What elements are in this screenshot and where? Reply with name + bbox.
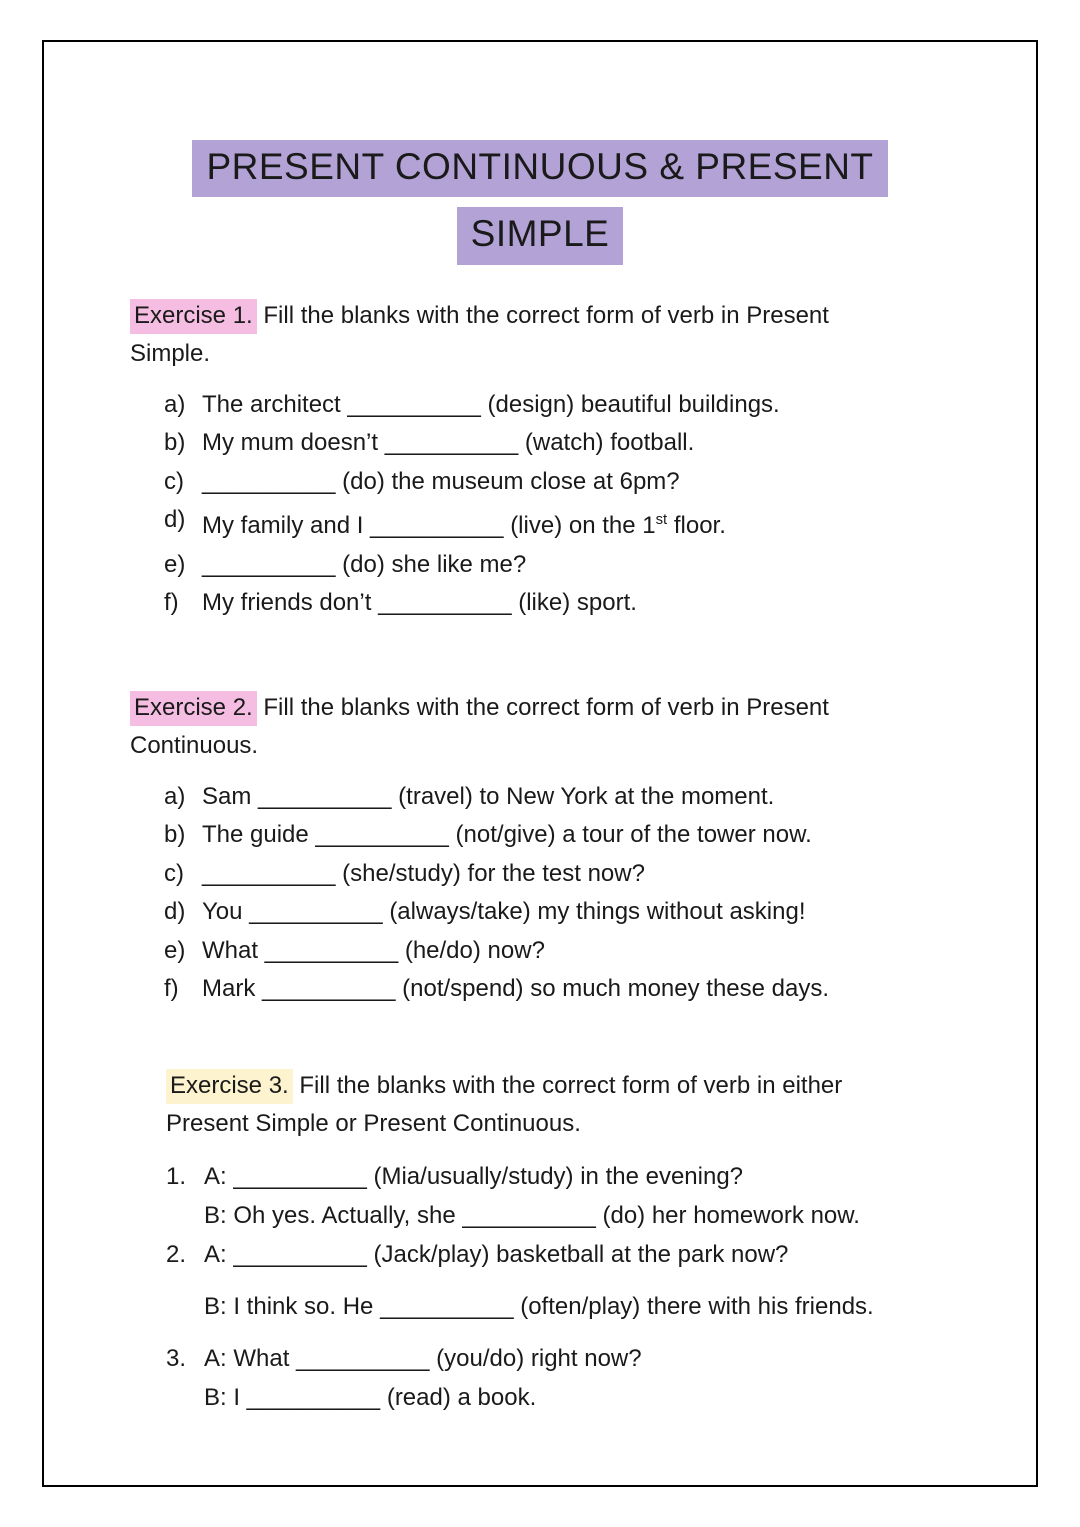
exercise-item <box>164 778 1000 817</box>
dialog-line-b: B: Oh yes. Actually, she __________ (do) her homework now. <box>204 1201 860 1229</box>
exercise-3-instruction-line1: Fill the blanks with the correct form of verb in either <box>299 1071 843 1099</box>
item-text <box>202 501 726 546</box>
item-marker: 3. <box>166 1344 187 1372</box>
exercise-3 <box>166 1067 1000 1417</box>
title-line-2-wrap <box>44 207 1036 264</box>
exercise-3-heading <box>166 1067 1000 1143</box>
dialog-line-a: A: __________ (Jack/play) basketball at the park now? <box>204 1240 789 1268</box>
item-text: __________ (do) she like me? <box>202 550 527 578</box>
item-marker: a) <box>164 390 186 418</box>
exercise-item <box>164 584 1000 623</box>
exercise-1-heading <box>130 297 990 373</box>
exercise-item <box>164 855 1000 894</box>
item-text: You __________ (always/take) my things without asking! <box>202 898 806 925</box>
exercise-2-instruction-line2: Continuous. <box>130 731 259 759</box>
item-marker: d) <box>164 898 186 925</box>
item-text: The architect __________ (design) beautiful buildings. <box>202 390 780 418</box>
exercise-3-instruction-line2: Present Simple or Present Continuous. <box>166 1109 581 1137</box>
exercise-1 <box>130 297 1000 623</box>
exercise-2 <box>130 689 1000 1009</box>
exercise-item <box>164 463 1000 502</box>
dialog-line-a: A: What __________ (you/do) right now? <box>204 1344 642 1372</box>
dialog-item <box>166 1235 1000 1326</box>
item-text: My friends don’t __________ (like) sport. <box>202 589 637 616</box>
exercise-2-label: Exercise 2. <box>130 691 257 726</box>
title-line-1-wrap <box>44 140 1036 197</box>
exercise-1-instruction-line1: Fill the blanks with the correct form of verb in Present <box>263 301 829 329</box>
item-text: What __________ (he/do) now? <box>202 936 545 964</box>
ordinal-superscript: st <box>655 512 668 528</box>
item-text: My mum doesn’t __________ (watch) football. <box>202 429 695 456</box>
dialog-item <box>166 1157 1000 1235</box>
item-text: __________ (she/study) for the test now? <box>202 859 645 887</box>
item-text: __________ (do) the museum close at 6pm? <box>202 467 680 495</box>
exercise-item <box>164 932 1000 971</box>
exercise-1-items <box>164 386 1000 623</box>
dialog-line-b: B: I __________ (read) a book. <box>204 1383 537 1411</box>
item-text: Mark __________ (not/spend) so much money these days. <box>202 975 830 1002</box>
item-marker: c) <box>164 467 184 495</box>
worksheet-title <box>44 140 1036 265</box>
title-line-2: SIMPLE <box>457 207 624 264</box>
item-text: Sam __________ (travel) to New York at the moment. <box>202 782 775 810</box>
item-marker: 2. <box>166 1240 187 1268</box>
exercise-item <box>164 816 1000 855</box>
item-marker: a) <box>164 782 186 810</box>
dialog-line-a: A: __________ (Mia/usually/study) in the evening? <box>204 1162 744 1190</box>
item-marker: b) <box>164 429 186 456</box>
title-line-1: PRESENT CONTINUOUS & PRESENT <box>192 140 887 197</box>
item-marker: b) <box>164 821 186 848</box>
exercise-item <box>164 501 1000 546</box>
exercise-2-items <box>164 778 1000 1009</box>
item-text: The guide __________ (not/give) a tour of the tower now. <box>202 821 812 848</box>
exercise-item <box>164 546 1000 585</box>
item-marker: f) <box>164 975 179 1002</box>
item-text-start: My family and I __________ (live) on the 1 <box>202 512 656 539</box>
exercise-1-label: Exercise 1. <box>130 299 257 334</box>
item-marker: d) <box>164 506 186 533</box>
exercise-item <box>164 893 1000 932</box>
dialog-lines <box>204 1235 874 1326</box>
item-marker: e) <box>164 936 186 964</box>
dialog-item <box>166 1339 1000 1417</box>
exercise-2-instruction-line1: Fill the blanks with the correct form of verb in Present <box>263 693 829 721</box>
item-text-end: floor. <box>667 512 726 539</box>
item-marker: f) <box>164 589 179 616</box>
item-marker: 1. <box>166 1162 187 1190</box>
exercise-1-instruction-line2: Simple. <box>130 339 211 367</box>
dialog-line-b: B: I think so. He __________ (often/play) there with his friends. <box>204 1292 874 1320</box>
exercise-item <box>164 970 1000 1009</box>
exercise-item <box>164 386 1000 425</box>
exercise-3-label: Exercise 3. <box>166 1069 293 1104</box>
item-marker: e) <box>164 550 186 578</box>
exercise-item <box>164 424 1000 463</box>
exercise-3-items <box>166 1157 1000 1417</box>
page-border <box>42 40 1038 1487</box>
item-marker: c) <box>164 859 184 887</box>
exercise-2-heading <box>130 689 990 765</box>
dialog-lines <box>204 1339 642 1417</box>
dialog-lines <box>204 1157 860 1235</box>
